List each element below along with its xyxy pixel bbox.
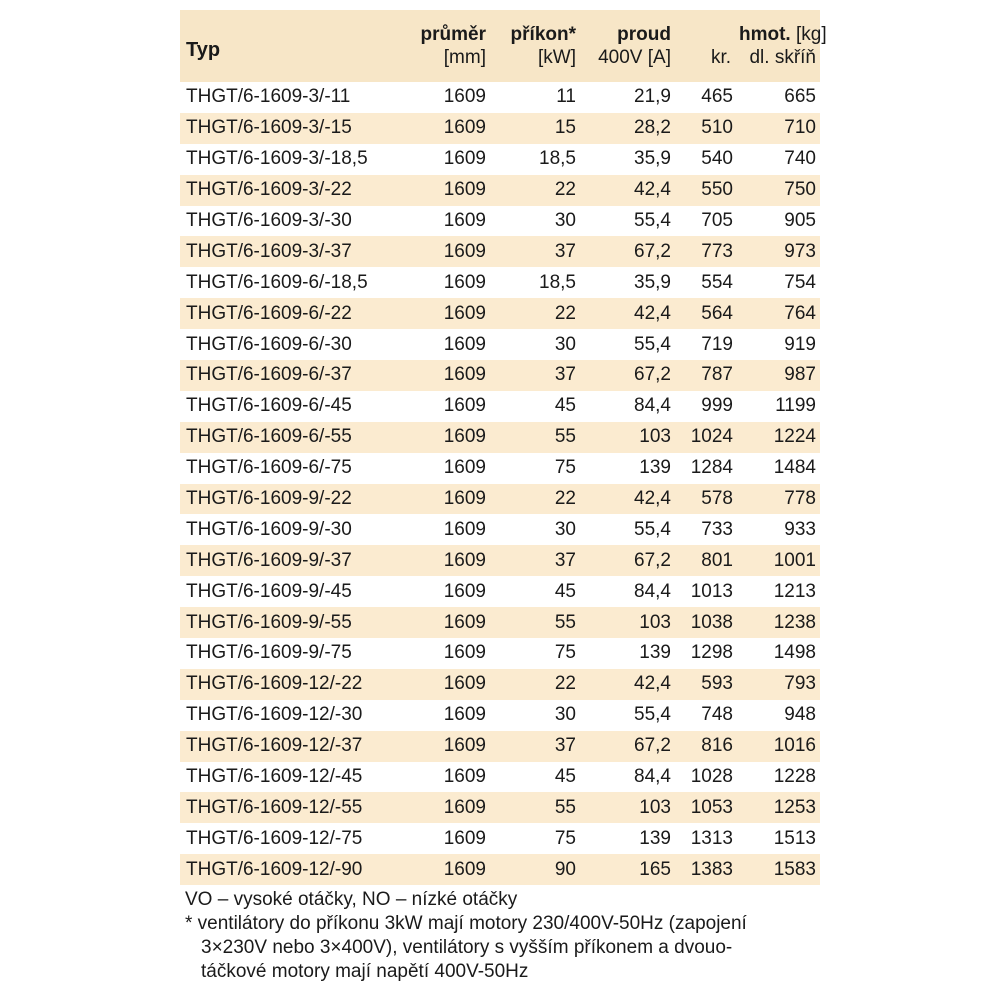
cell-dl: 1213	[773, 580, 816, 602]
header-proud-label: proud	[617, 24, 671, 45]
header-proud	[580, 10, 675, 82]
cell-proud: 103	[639, 796, 671, 818]
cell-prikon: 30	[554, 704, 576, 726]
cell-kr: 564	[701, 302, 733, 324]
cell-dl: 1583	[773, 858, 816, 880]
cell-proud: 103	[639, 611, 671, 633]
cell-kr: 801	[701, 549, 733, 571]
cell-dl: 750	[784, 179, 816, 201]
cell-kr: 1313	[690, 827, 733, 849]
cell-typ: THGT/6-1609-6/-45	[186, 395, 352, 417]
cell-proud: 42,4	[634, 302, 671, 324]
cell-kr: 999	[701, 395, 733, 417]
cell-kr: 593	[701, 673, 733, 695]
cell-kr: 733	[701, 518, 733, 540]
cell-typ: THGT/6-1609-6/-55	[186, 426, 352, 448]
cell-prumer: 1609	[443, 488, 486, 510]
cell-proud: 84,4	[634, 395, 671, 417]
footnote-line-4: táčkové motory mají napětí 400V-50Hz	[201, 961, 529, 982]
cell-kr: 773	[701, 240, 733, 262]
cell-proud: 67,2	[634, 364, 671, 386]
cell-dl: 973	[784, 240, 816, 262]
cell-dl: 764	[784, 302, 816, 324]
cell-kr: 1024	[690, 426, 733, 448]
cell-prikon: 75	[554, 457, 576, 479]
cell-proud: 55,4	[634, 333, 671, 355]
table-row	[180, 792, 820, 823]
table-row	[180, 576, 820, 607]
cell-dl: 793	[784, 673, 816, 695]
table-body	[180, 82, 820, 885]
cell-prumer: 1609	[443, 642, 486, 664]
cell-proud: 84,4	[634, 766, 671, 788]
cell-kr: 816	[701, 735, 733, 757]
footnote-line-2: * ventilátory do příkonu 3kW mají motory 230/400V-50Hz (zapojení	[185, 913, 747, 934]
cell-prumer: 1609	[443, 611, 486, 633]
cell-proud: 42,4	[634, 488, 671, 510]
cell-typ: THGT/6-1609-12/-75	[186, 827, 363, 849]
cell-proud: 21,9	[634, 86, 671, 108]
spec-table	[180, 10, 827, 885]
cell-prikon: 22	[554, 179, 576, 201]
cell-prumer: 1609	[443, 673, 486, 695]
header-prumer-label: průměr	[420, 24, 486, 45]
header-prikon-label: příkon*	[510, 24, 576, 45]
cell-proud: 139	[639, 642, 671, 664]
cell-proud: 84,4	[634, 580, 671, 602]
cell-prumer: 1609	[443, 117, 486, 139]
cell-prikon: 75	[554, 827, 576, 849]
cell-kr: 465	[701, 86, 733, 108]
table-row	[180, 731, 820, 762]
header-prikon-unit: [kW]	[538, 47, 576, 68]
cell-kr: 1383	[690, 858, 733, 880]
cell-kr: 719	[701, 333, 733, 355]
cell-dl: 1238	[773, 611, 816, 633]
cell-proud: 139	[639, 827, 671, 849]
cell-dl: 665	[784, 86, 816, 108]
table-row	[180, 175, 820, 206]
cell-kr: 550	[701, 179, 733, 201]
cell-kr: 554	[701, 271, 733, 293]
cell-prikon: 18,5	[539, 148, 576, 170]
cell-prumer: 1609	[443, 240, 486, 262]
cell-prumer: 1609	[443, 735, 486, 757]
cell-typ: THGT/6-1609-9/-37	[186, 549, 352, 571]
cell-dl: 1253	[773, 796, 816, 818]
table-row	[180, 638, 820, 669]
cell-dl: 987	[784, 364, 816, 386]
cell-proud: 28,2	[634, 117, 671, 139]
cell-proud: 103	[639, 426, 671, 448]
cell-typ: THGT/6-1609-9/-45	[186, 580, 352, 602]
cell-proud: 67,2	[634, 240, 671, 262]
cell-prikon: 45	[554, 580, 576, 602]
cell-typ: THGT/6-1609-9/-22	[186, 488, 352, 510]
cell-kr: 1038	[690, 611, 733, 633]
cell-prikon: 11	[556, 86, 576, 108]
cell-dl: 710	[784, 117, 816, 139]
cell-dl: 778	[784, 488, 816, 510]
cell-dl: 1016	[773, 735, 816, 757]
header-hmot-unit: [kg]	[796, 24, 827, 45]
table-row	[180, 823, 820, 854]
header-typ: Typ	[186, 38, 221, 61]
cell-dl: 1513	[773, 827, 816, 849]
spec-table-container	[180, 10, 827, 885]
cell-proud: 67,2	[634, 549, 671, 571]
cell-proud: 139	[639, 457, 671, 479]
cell-prikon: 22	[554, 673, 576, 695]
cell-prikon: 22	[554, 488, 576, 510]
cell-prikon: 55	[554, 426, 576, 448]
header-hmot	[739, 23, 827, 46]
table-row	[180, 762, 820, 793]
cell-dl: 1199	[775, 395, 816, 417]
cell-typ: THGT/6-1609-12/-90	[186, 858, 363, 880]
cell-typ: THGT/6-1609-12/-45	[186, 766, 363, 788]
footnote-line-1: VO – vysoké otáčky, NO – nízké otáčky	[185, 889, 518, 910]
cell-dl: 905	[784, 210, 816, 231]
header-proud-unit: 400V [A]	[598, 47, 671, 68]
cell-dl: 1484	[773, 457, 816, 479]
cell-dl: 1001	[773, 549, 816, 571]
cell-dl: 1224	[773, 426, 816, 448]
cell-prumer: 1609	[443, 210, 486, 231]
cell-prikon: 15	[554, 117, 576, 139]
cell-proud: 35,9	[634, 148, 671, 170]
table-header-row	[180, 10, 820, 82]
cell-prumer: 1609	[443, 86, 486, 108]
header-prumer	[410, 10, 490, 82]
cell-prumer: 1609	[443, 580, 486, 602]
cell-prikon: 45	[554, 766, 576, 788]
cell-kr: 1013	[690, 580, 733, 602]
cell-proud: 35,9	[634, 271, 671, 293]
cell-prikon: 30	[554, 333, 576, 355]
table-row	[180, 669, 820, 700]
table-row	[180, 360, 820, 391]
cell-dl: 919	[784, 333, 816, 355]
cell-typ: THGT/6-1609-9/-75	[186, 642, 352, 664]
table-row	[180, 267, 820, 298]
cell-prumer: 1609	[443, 179, 486, 201]
cell-kr: 510	[701, 117, 733, 139]
cell-prumer: 1609	[443, 302, 486, 324]
cell-typ: THGT/6-1609-3/-18,5	[186, 148, 368, 170]
cell-prumer: 1609	[443, 426, 486, 448]
table-row	[180, 82, 820, 113]
cell-prikon: 18,5	[539, 271, 576, 293]
cell-kr: 578	[701, 488, 733, 510]
cell-kr: 787	[701, 364, 733, 386]
cell-dl: 754	[784, 271, 816, 293]
cell-typ: THGT/6-1609-9/-55	[186, 611, 352, 633]
cell-prumer: 1609	[443, 827, 486, 849]
header-kr-label: kr.	[710, 47, 731, 68]
cell-prumer: 1609	[443, 148, 486, 170]
cell-kr: 540	[701, 148, 733, 170]
cell-proud: 55,4	[634, 210, 671, 231]
cell-prumer: 1609	[443, 395, 486, 417]
header-prikon	[490, 10, 580, 82]
cell-typ: THGT/6-1609-6/-75	[186, 457, 352, 479]
cell-dl: 933	[784, 518, 816, 540]
cell-proud: 165	[639, 858, 671, 880]
header-hmot-label: hmot.	[739, 24, 791, 45]
table-row	[180, 298, 820, 329]
table-row	[180, 422, 820, 453]
cell-typ: THGT/6-1609-3/-15	[186, 117, 352, 139]
cell-kr: 1298	[690, 642, 733, 664]
cell-proud: 42,4	[634, 179, 671, 201]
table-row	[180, 329, 820, 360]
cell-kr: 705	[701, 210, 733, 231]
header-prumer-unit: [mm]	[443, 47, 486, 68]
cell-dl: 948	[784, 704, 816, 726]
cell-kr: 1053	[690, 796, 733, 818]
cell-typ: THGT/6-1609-3/-37	[186, 240, 352, 262]
cell-kr: 1284	[690, 457, 733, 479]
table-row	[180, 236, 820, 267]
cell-prumer: 1609	[443, 796, 486, 818]
table-row	[180, 545, 820, 576]
cell-prikon: 55	[554, 796, 576, 818]
table-row	[180, 144, 820, 175]
cell-prikon: 22	[554, 302, 576, 324]
cell-prikon: 30	[554, 210, 576, 231]
cell-typ: THGT/6-1609-6/-37	[186, 364, 352, 386]
cell-typ: THGT/6-1609-3/-30	[186, 210, 352, 231]
cell-prikon: 55	[554, 611, 576, 633]
cell-typ: THGT/6-1609-6/-22	[186, 302, 352, 324]
cell-prikon: 45	[554, 395, 576, 417]
cell-prumer: 1609	[443, 518, 486, 540]
cell-proud: 67,2	[634, 735, 671, 757]
header-dl	[735, 10, 827, 82]
cell-kr: 1028	[690, 766, 733, 788]
cell-typ: THGT/6-1609-6/-30	[186, 333, 352, 355]
cell-prumer: 1609	[443, 271, 486, 293]
cell-typ: THGT/6-1609-9/-30	[186, 518, 352, 540]
footnotes	[185, 888, 825, 984]
cell-prumer: 1609	[443, 858, 486, 880]
cell-prumer: 1609	[443, 549, 486, 571]
footnote-line-3: 3×230V nebo 3×400V), ventilátory s vyšším příkonem a dvouo-	[201, 937, 733, 958]
cell-prikon: 37	[554, 549, 576, 571]
cell-dl: 740	[784, 148, 816, 170]
table-row	[180, 607, 820, 638]
header-kr	[675, 10, 735, 82]
table-row	[180, 206, 820, 237]
cell-typ: THGT/6-1609-12/-55	[186, 796, 363, 818]
table-row	[180, 484, 820, 515]
cell-dl: 1498	[773, 642, 816, 664]
cell-proud: 55,4	[634, 704, 671, 726]
table-row	[180, 453, 820, 484]
table-row	[180, 113, 820, 144]
cell-prumer: 1609	[443, 766, 486, 788]
table-row	[180, 854, 820, 885]
cell-prikon: 30	[554, 518, 576, 540]
table-row	[180, 514, 820, 545]
cell-proud: 55,4	[634, 518, 671, 540]
cell-prumer: 1609	[443, 333, 486, 355]
cell-prikon: 90	[554, 858, 576, 880]
cell-typ: THGT/6-1609-3/-11	[186, 86, 351, 108]
header-dl-label: dl. skříň	[749, 47, 816, 68]
cell-typ: THGT/6-1609-12/-30	[186, 704, 363, 726]
cell-typ: THGT/6-1609-12/-22	[186, 673, 363, 695]
cell-typ: THGT/6-1609-6/-18,5	[186, 271, 368, 293]
cell-dl: 1228	[773, 766, 816, 788]
cell-prumer: 1609	[443, 364, 486, 386]
table-row	[180, 700, 820, 731]
cell-proud: 42,4	[634, 673, 671, 695]
cell-prumer: 1609	[443, 457, 486, 479]
cell-typ: THGT/6-1609-12/-37	[186, 735, 363, 757]
cell-typ: THGT/6-1609-3/-22	[186, 179, 352, 201]
cell-prumer: 1609	[443, 704, 486, 726]
cell-prikon: 37	[554, 240, 576, 262]
table-row	[180, 391, 820, 422]
cell-prikon: 75	[554, 642, 576, 664]
cell-prikon: 37	[554, 364, 576, 386]
cell-kr: 748	[701, 704, 733, 726]
cell-prikon: 37	[554, 735, 576, 757]
